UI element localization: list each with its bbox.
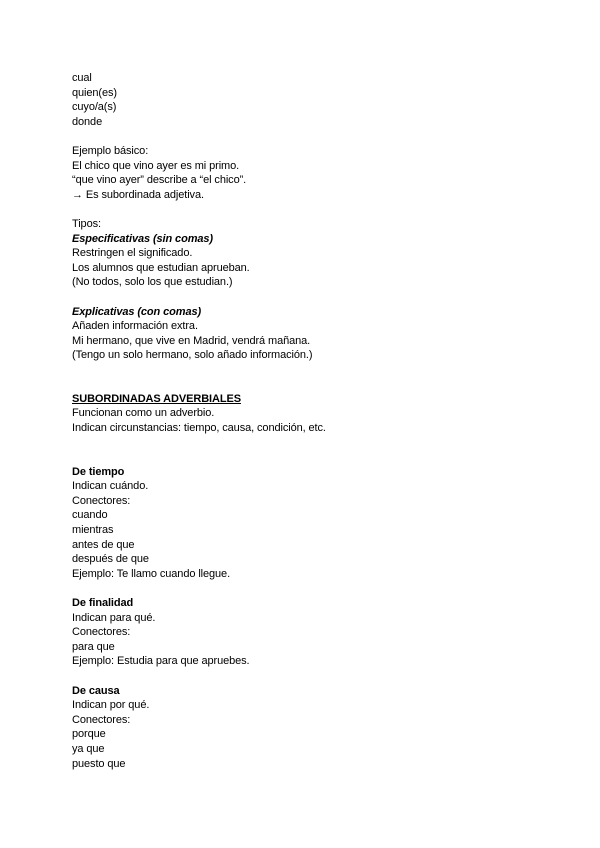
spacer bbox=[72, 669, 572, 684]
tipos-label: Tipos: bbox=[72, 217, 101, 230]
adverbiales-line: Funcionan como un adverbio. bbox=[72, 407, 215, 420]
causa-connector: porque bbox=[72, 728, 106, 741]
explicativas-line: (Tengo un solo hermano, solo añado información.) bbox=[72, 349, 313, 362]
adverbiales-line: Indican circunstancias: tiempo, causa, condición, etc. bbox=[72, 422, 326, 435]
finalidad-connector: para que bbox=[72, 640, 115, 653]
tiempo-line: Conectores: bbox=[72, 494, 131, 507]
tiempo-example: Ejemplo: Te llamo cuando llegue. bbox=[72, 567, 231, 580]
especificativas-line: Los alumnos que estudian aprueban. bbox=[72, 261, 250, 274]
ejemplo-basico-line: → Es subordinada adjetiva. bbox=[72, 188, 204, 201]
tiempo-connector: mientras bbox=[72, 524, 114, 537]
tiempo-title: De tiempo bbox=[72, 465, 125, 478]
tiempo-line: Indican cuándo. bbox=[72, 480, 149, 493]
especificativas-title: Especificativas (sin comas) bbox=[72, 232, 213, 245]
relative-pronoun-quien: quien(es) bbox=[72, 86, 117, 99]
finalidad-title: De finalidad bbox=[72, 597, 134, 609]
relative-pronoun-donde: donde bbox=[72, 115, 103, 128]
ejemplo-basico-label: Ejemplo básico: bbox=[72, 144, 149, 157]
spacer bbox=[72, 202, 572, 217]
tiempo-connector: antes de que bbox=[72, 538, 135, 551]
explicativas-line: Mi hermano, que vive en Madrid, vendrá mañana. bbox=[72, 334, 311, 347]
spacer bbox=[72, 290, 572, 305]
causa-connector: ya que bbox=[72, 742, 105, 755]
document-body bbox=[72, 71, 572, 771]
finalidad-line: Indican para qué. bbox=[72, 611, 156, 624]
adverbiales-heading: SUBORDINADAS ADVERBIALES bbox=[72, 392, 241, 405]
causa-line: Indican por qué. bbox=[72, 699, 150, 712]
relative-pronoun-cual: cual bbox=[72, 72, 92, 84]
especificativas-line: (No todos, solo los que estudian.) bbox=[72, 276, 233, 289]
causa-title: De causa bbox=[72, 684, 120, 697]
tiempo-connector: después de que bbox=[72, 553, 149, 566]
spacer bbox=[72, 581, 572, 596]
relative-pronoun-cuyo: cuyo/a(s) bbox=[72, 101, 117, 114]
especificativas-line: Restringen el significado. bbox=[72, 247, 193, 260]
spacer bbox=[72, 363, 572, 392]
spacer bbox=[72, 436, 572, 465]
spacer bbox=[72, 129, 572, 144]
explicativas-line: Añaden información extra. bbox=[72, 320, 198, 333]
causa-connector: puesto que bbox=[72, 757, 126, 770]
ejemplo-basico-line: “que vino ayer” describe a “el chico”. bbox=[72, 174, 247, 187]
causa-line: Conectores: bbox=[72, 713, 131, 726]
ejemplo-basico-line: El chico que vino ayer es mi primo. bbox=[72, 159, 240, 172]
finalidad-line: Conectores: bbox=[72, 626, 131, 639]
explicativas-title: Explicativas (con comas) bbox=[72, 305, 202, 318]
tiempo-connector: cuando bbox=[72, 509, 108, 522]
finalidad-example: Ejemplo: Estudia para que apruebes. bbox=[72, 655, 250, 668]
